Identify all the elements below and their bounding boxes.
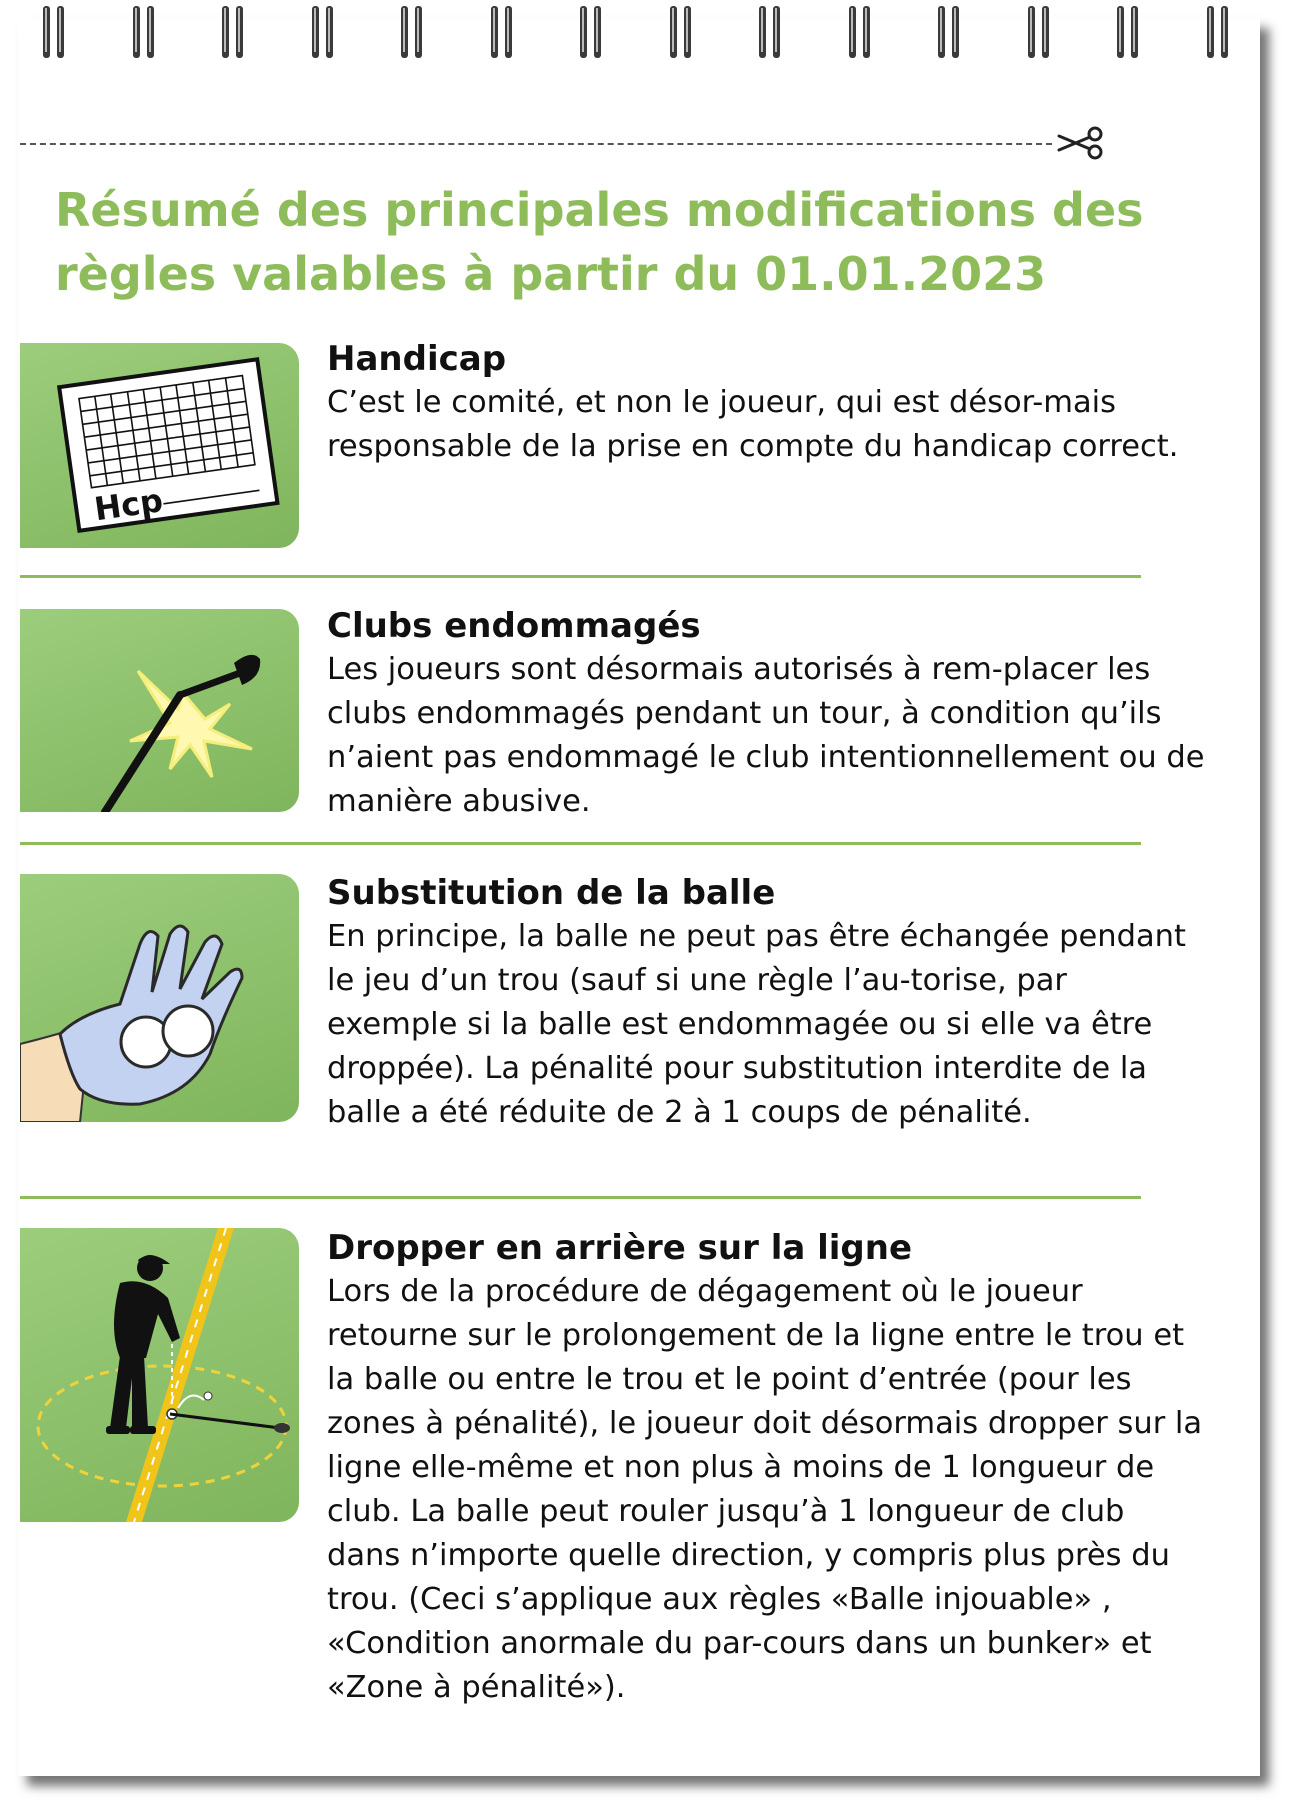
binding-ring (1114, 4, 1144, 60)
binding-ring (667, 4, 697, 60)
section-divider (20, 1196, 1141, 1199)
section-body: C’est le comité, et non le joueur, qui est désor-mais responsable de la prise en compte du handicap correct. (327, 385, 1179, 464)
section-body: Les joueurs sont désormais autorisés à rem-placer les clubs endommagés pendant un tour, à condition qu’ils n’aient pas endommagé le club intentionnellement ou de manière abusive. (327, 652, 1205, 819)
gloved-hand-balls-icon (20, 874, 299, 1122)
golfer-dropping-icon (20, 1228, 299, 1522)
binding-ring (309, 4, 339, 60)
binding-ring (1025, 4, 1055, 60)
section-divider (20, 575, 1141, 578)
cut-line (20, 143, 1052, 145)
binding-ring (846, 4, 876, 60)
binding-ring (398, 4, 428, 60)
broken-club-icon (20, 609, 299, 812)
scorecard-icon (20, 343, 299, 548)
binding-ring (935, 4, 965, 60)
section-heading: Dropper en arrière sur la ligne (327, 1228, 913, 1268)
spiral-binding (0, 0, 1292, 70)
scissors-icon (1055, 126, 1107, 160)
binding-ring (130, 4, 160, 60)
page-title: Résumé des principales modifications des règles valables à partir du 01.01.2023 (55, 183, 1144, 301)
section-divider (20, 842, 1141, 845)
section-handicap (327, 337, 1207, 469)
binding-ring (488, 4, 518, 60)
binding-ring (219, 4, 249, 60)
section-dropping (327, 1226, 1207, 1710)
section-substitution (327, 871, 1207, 1135)
section-heading: Handicap (327, 339, 507, 379)
section-clubs (327, 604, 1207, 824)
section-heading: Clubs endommagés (327, 606, 701, 646)
section-body: En principe, la balle ne peut pas être échangée pendant le jeu d’un trou (sauf si une règle l’au-torise, par exemple si la balle est endommagée ou si elle va être droppée). La pénalité pour substitution interdite de la balle a été réduite de 2 à 1 coups de pénalité. (327, 919, 1186, 1130)
binding-ring (1204, 4, 1234, 60)
binding-ring (756, 4, 786, 60)
section-heading: Substitution de la balle (327, 873, 776, 913)
binding-ring (40, 4, 70, 60)
section-body: Lors de la procédure de dégagement où le joueur retourne sur le prolongement de la ligne entre le trou et la balle ou entre le trou et le point d’entrée (pour les zones à pénalité), le joueur doit désormais dropper sur la ligne elle-même et non plus à moins de 1 longueur de club. La balle peut rouler jusqu’à 1 longueur de club dans n’importe quelle direction, y compris plus près du trou. (Ceci s’applique aux règles «Balle injouable» , «Condition anormale du par-cours dans un bunker» et «Zone à pénalité»). (327, 1274, 1203, 1705)
svg-text:Hcp: Hcp (91, 481, 166, 529)
binding-ring (577, 4, 607, 60)
